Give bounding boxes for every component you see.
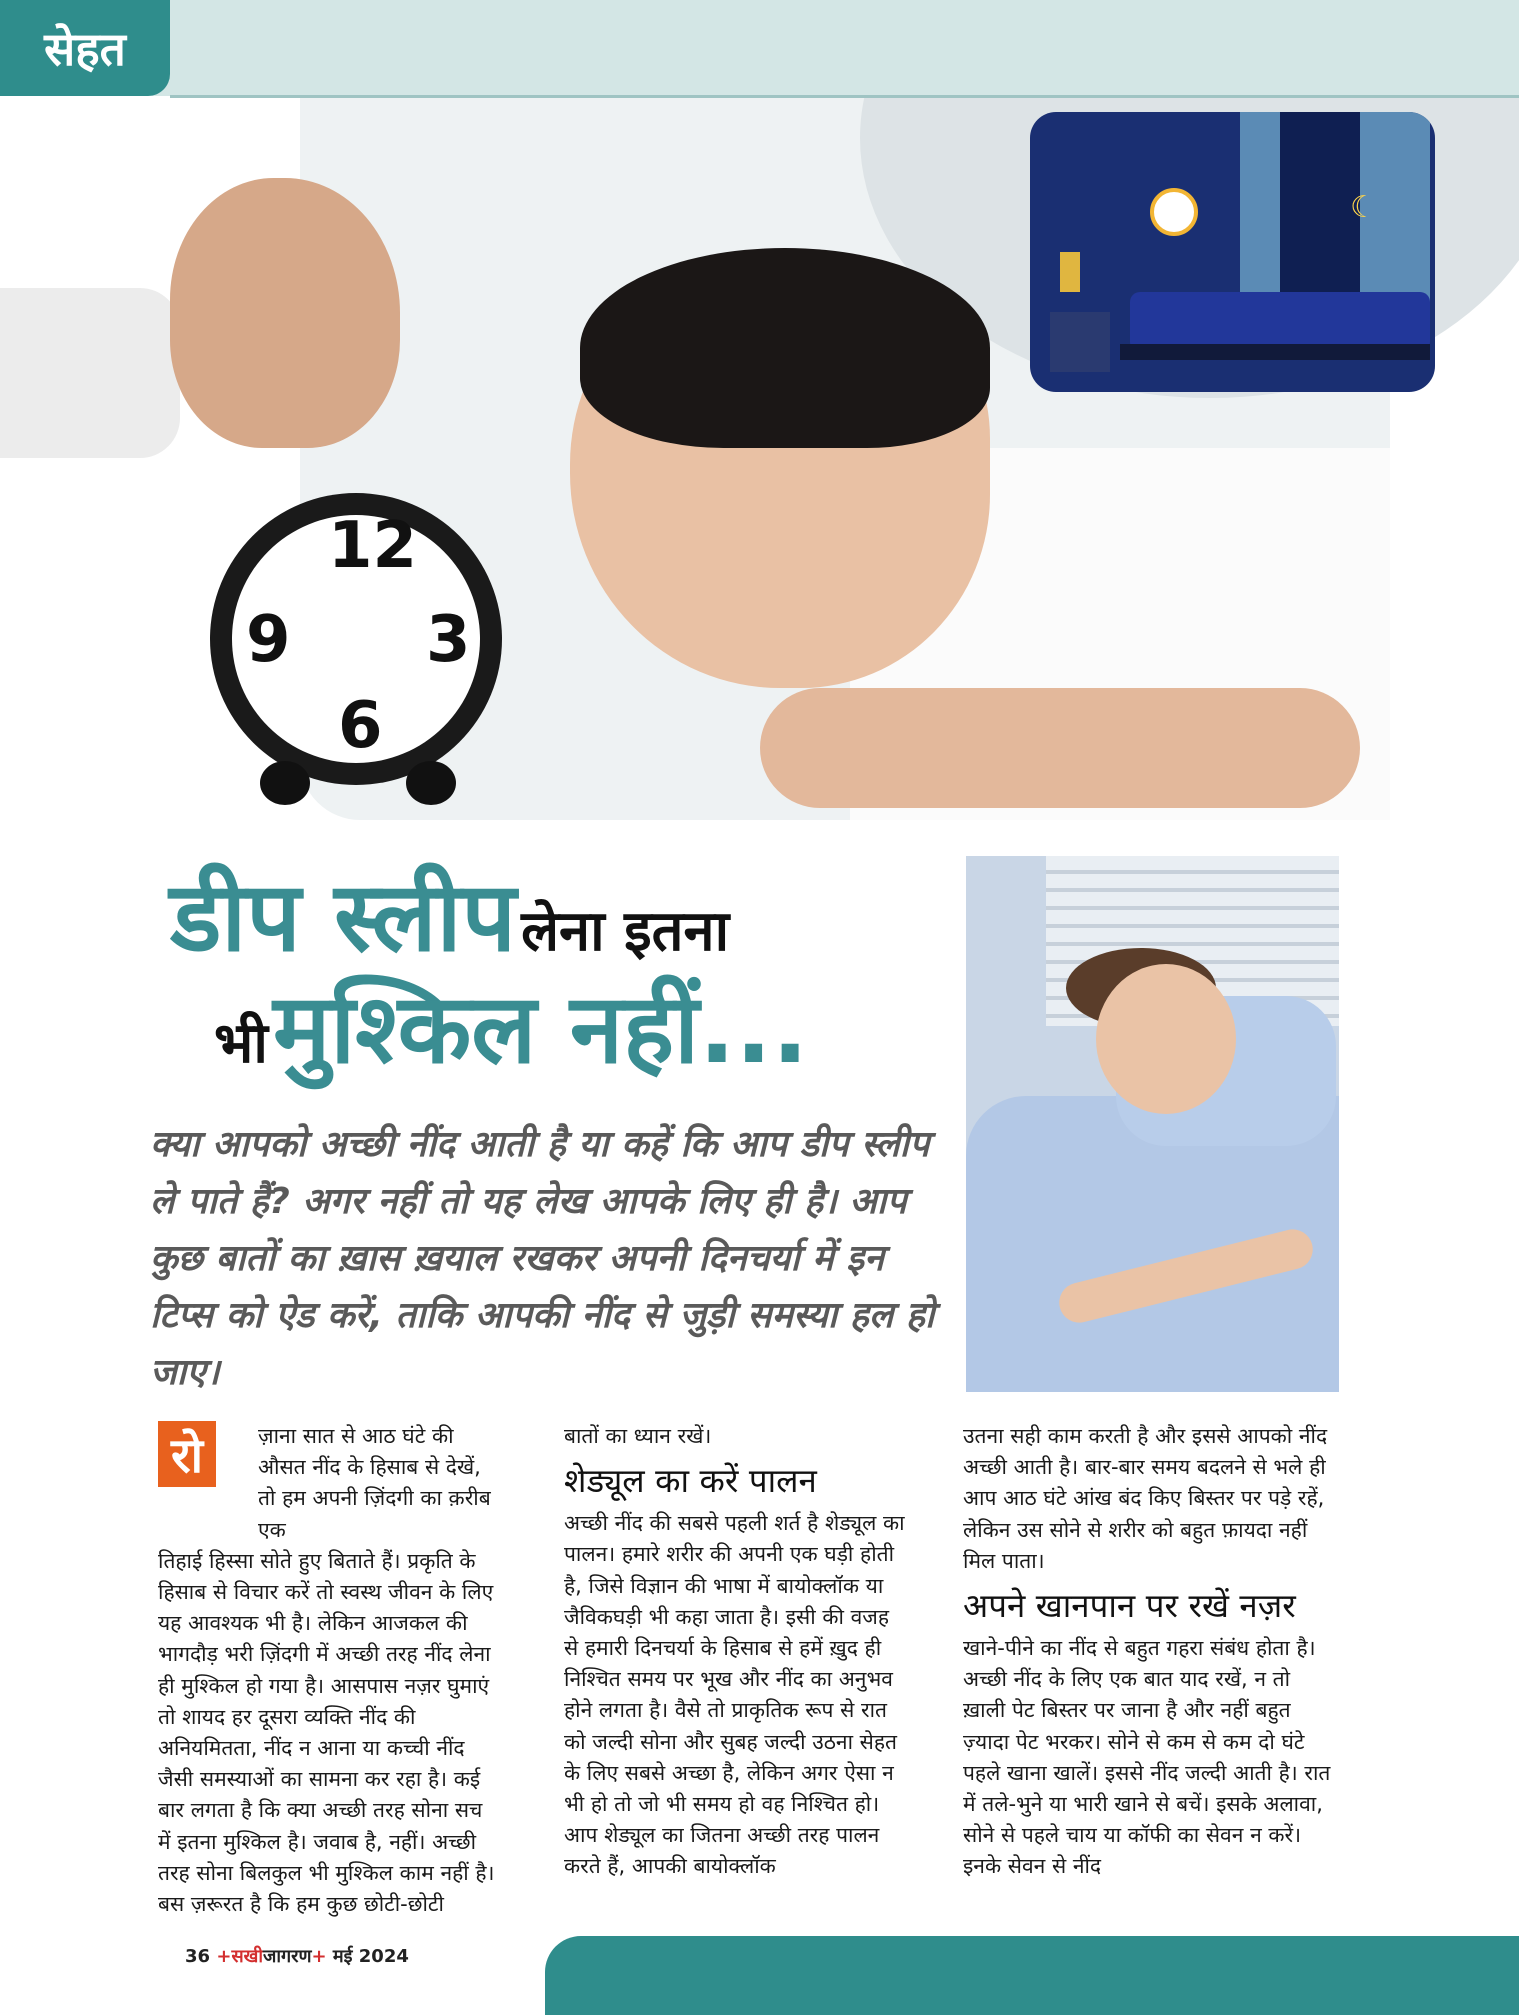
top-bar <box>0 0 1519 96</box>
moon-icon: ☾ <box>1350 190 1377 225</box>
page-footer <box>185 1944 409 1968</box>
clock-number-12: 12 <box>328 509 418 583</box>
body-paragraph-2b: अच्छी नींद की सबसे पहली शर्त है शेड्यूल का पालन। हमारे शरीर की अपनी एक घड़ी होती है, जिसे विज्ञान की भाषा में बायोक्लॉक या जैविकघड़ी भी कहा जाता है। इसी की वजह से हमारी दिनचर्या के हिसाब से हमें ख़ुद ही निश्चित समय पर भूख और नींद का अनुभव होने लगता है। वैसे तो प्राकृतिक रूप से रात को जल्दी सोना और सुबह जल्दी उठना सेहत के लिए सबसे अच्छा है, लेकिन अगर ऐसा न भी हो तो जो भी समय हो वह निश्चित हो। आप शेड्यूल का जितना अच्छी तरह पालन करते हैं, आपकी बायोक्लॉक <box>564 1511 905 1879</box>
footer-separator: + <box>216 1946 232 1967</box>
headline-text-2: भी <box>214 1011 268 1076</box>
subheading-schedule: शेड्यूल का करें पालन <box>564 1461 817 1501</box>
body-paragraph-3b: खाने-पीने का नींद से बहुत गहरा संबंध होता है। अच्छी नींद के लिए एक बात याद रखें, न तो ख़ाली पेट बिस्तर पर जाना है और नहीं बहुत ज़्यादा पेट भरकर। सोने से कम से कम दो घंटे पहले खाना खालें। इससे नींद जल्दी आती है। रात में तले-भुने या भारी खाने से बचें। इसके अलावा, सोने से पहले चाय या कॉफी का सेवन न करें। इनके सेवन से नींद <box>963 1636 1331 1879</box>
clock-number-3: 3 <box>426 603 471 677</box>
footer-brand-a: सखी <box>231 1946 263 1967</box>
window <box>1280 112 1360 302</box>
subheading-diet: अपने खानपान पर रखें नज़र <box>963 1586 1296 1626</box>
headline-line-1 <box>170 848 730 973</box>
drop-cap: रो <box>158 1421 216 1487</box>
body-column-3 <box>963 1421 1333 1883</box>
body-paragraph-2a: बातों का ध्यान रखें। <box>564 1424 712 1448</box>
body-column-2 <box>564 1421 909 1883</box>
lamp-icon <box>1060 252 1080 292</box>
bed-icon <box>1130 292 1430 352</box>
woman-face <box>1096 964 1236 1114</box>
nightstand <box>1050 312 1110 372</box>
headline-highlight-1: डीप स्लीप <box>170 861 516 973</box>
wall-clock-icon <box>1150 188 1198 236</box>
footer-brand-b: जागरण <box>263 1946 312 1967</box>
headline-highlight-2: मुश्किल नहीं... <box>272 973 809 1085</box>
footer-separator-2: + <box>311 1946 327 1967</box>
hero-image <box>0 98 1519 820</box>
sleeping-woman-photo <box>966 856 1339 1392</box>
alarm-clock-icon <box>210 493 520 803</box>
sleeping-man-hair <box>580 248 990 448</box>
body-intro-text: ज़ाना सात से आठ घंटे की औसत नींद के हिसाब से देखें, तो हम अपनी ज़िंदगी का क़रीब एक <box>258 1424 491 1542</box>
intro-dek: क्या आपको अच्छी नींद आती है या कहें कि आप डीप स्लीप ले पाते हैं? अगर नहीं तो यह लेख आपके लिए ही है। आप कुछ बातों का ख़ास ख़याल रखकर अपनी दिनचर्या में इन टिप्स को ऐड करें, ताकि आपकी नींद से जुड़ी समस्या हल हो जाए। <box>150 1124 935 1393</box>
hand-sleeve <box>0 288 180 458</box>
footer-bar <box>545 1936 1519 2015</box>
alarm-clock-foot-left <box>260 761 310 805</box>
curtain-left <box>1240 112 1280 302</box>
clock-number-6: 6 <box>338 689 383 763</box>
clock-number-9: 9 <box>246 603 291 677</box>
footer-issue: मई 2024 <box>332 1946 409 1967</box>
headline-text-1: लेना इतना <box>521 899 730 964</box>
bedroom-night-illustration <box>1030 112 1435 392</box>
body-paragraph-3a: उतना सही काम करती है और इससे आपको नींद अच्छी आती है। बार-बार समय बदलने से भले ही आप आठ घंटे आंख बंद किए बिस्तर पर पड़े रहें, लेकिन उस सोने से शरीर को बहुत फ़ायदा नहीं मिल पाता। <box>963 1424 1328 1573</box>
body-paragraph-1: तिहाई हिस्सा सोते हुए बिताते हैं। प्रकृति के हिसाब से विचार करें तो स्वस्थ जीवन के लिए यह आवश्यक भी है। लेकिन आजकल की भागदौड़ भरी ज़िंदगी में अच्छी तरह नींद लेना ही मुश्किल हो गया है। आसपास नज़र घुमाएं तो शायद हर दूसरा व्यक्ति नींद की अनियमितता, नींद न आना या कच्ची नींद जैसी समस्याओं का सामना कर रहा है। कई बार लगता है कि क्या अच्छी तरह सोना सच में इतना मुश्किल है। जवाब है, नहीं। अच्छी तरह सोना बिलकुल भी मुश्किल काम नहीं है। बस ज़रूरत है कि हम कुछ छोटी-छोटी <box>158 1548 495 1917</box>
headline-line-2 <box>214 960 808 1091</box>
alarm-clock-foot-right <box>406 761 456 805</box>
page-number: 36 <box>185 1946 211 1967</box>
body-column-1 <box>158 1421 496 1920</box>
hand-fist <box>170 178 400 448</box>
bed-frame <box>1120 344 1430 360</box>
sleeping-man-arm <box>760 688 1360 808</box>
section-label: सेहत <box>0 0 170 96</box>
